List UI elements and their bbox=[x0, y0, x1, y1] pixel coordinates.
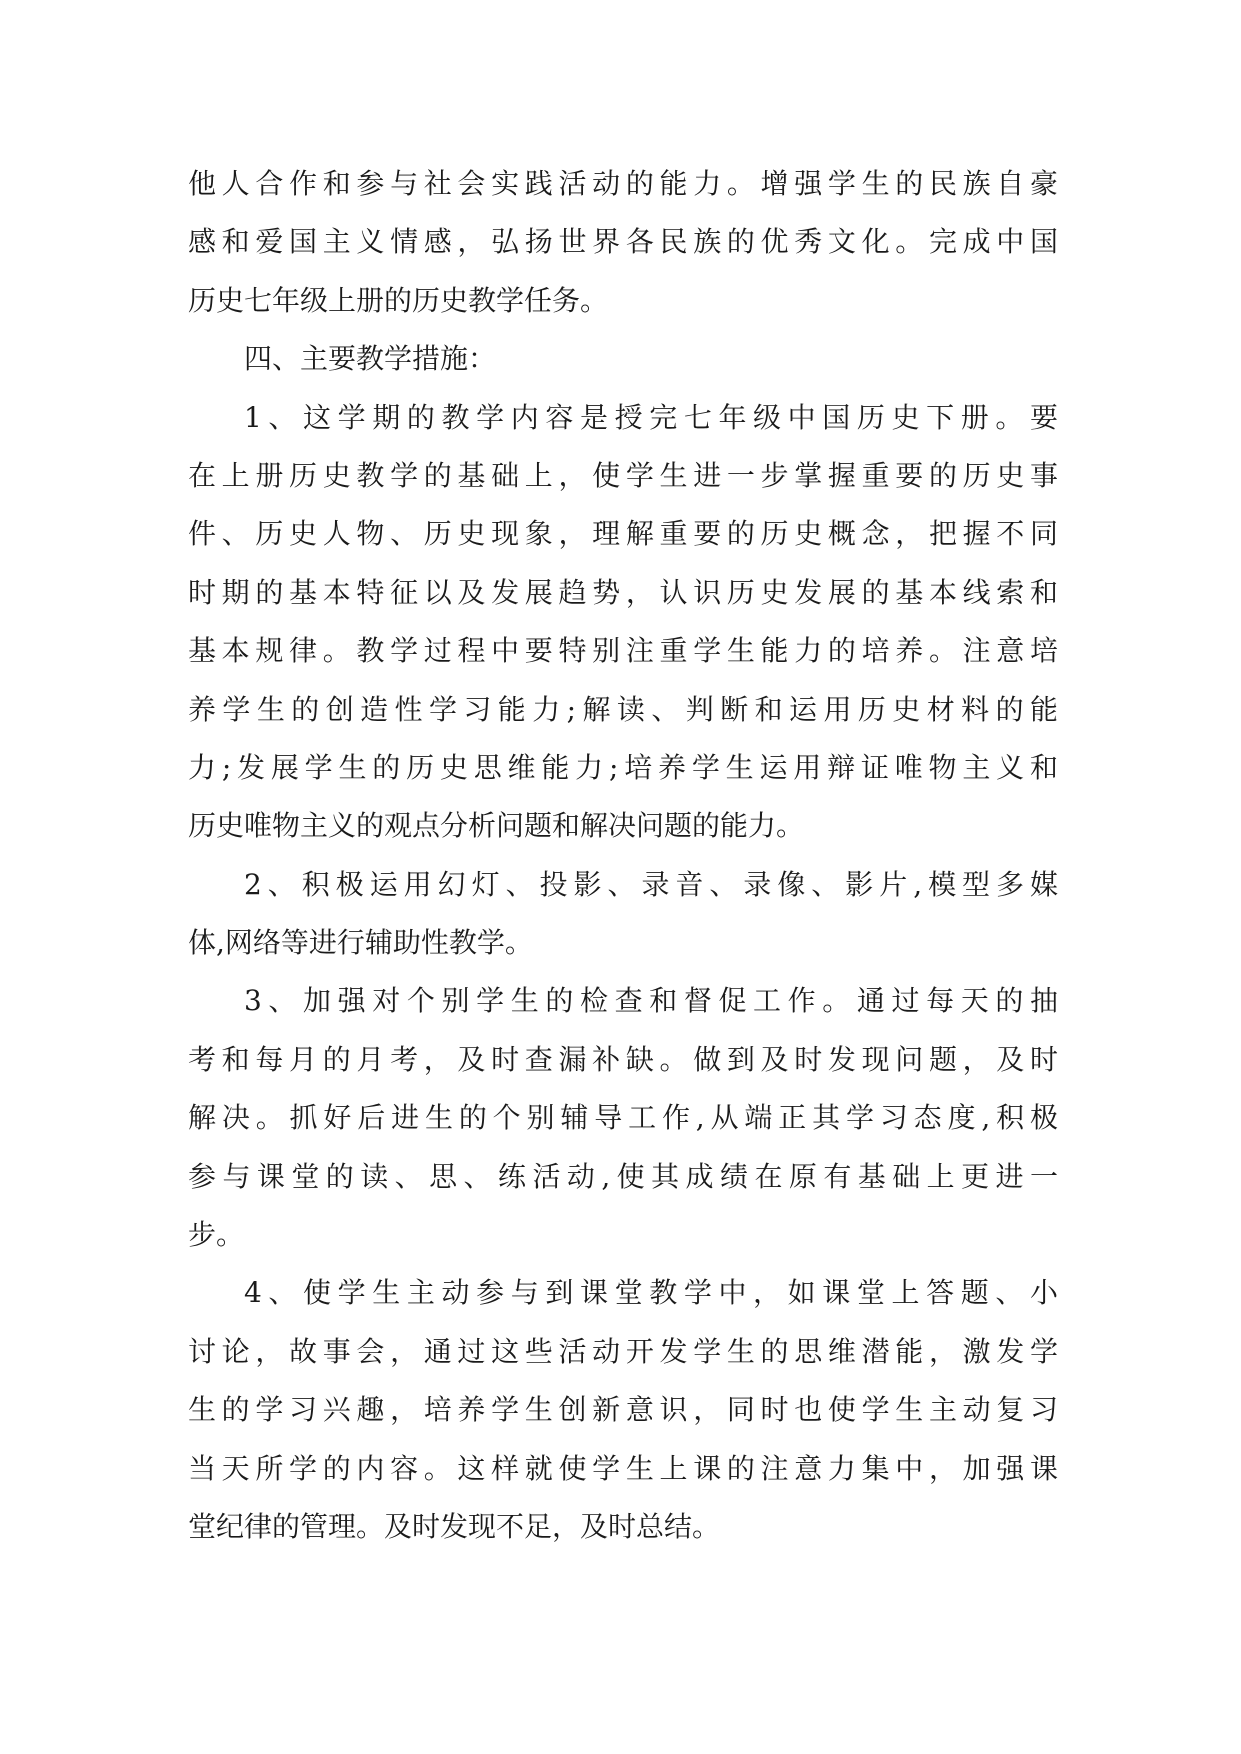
text-line: 在上册历史教学的基础上，使学生进一步掌握重要的历史事 bbox=[188, 458, 1058, 492]
text-line: 体,网络等进行辅助性教学。 bbox=[188, 926, 533, 960]
text-line: 讨论，故事会，通过这些活动开发学生的思维潜能，激发学 bbox=[188, 1334, 1058, 1368]
section-heading-main-measures bbox=[188, 330, 1058, 388]
text-line: 件、历史人物、历史现象，理解重要的历史概念，把握不同 bbox=[188, 517, 1058, 551]
text-line: 考和每月的月考，及时查漏补缺。做到及时发现问题，及时 bbox=[188, 1042, 1058, 1076]
text-line: 3、加强对个别学生的检查和督促工作。通过每天的抽 bbox=[244, 984, 1058, 1018]
text-line: 养学生的创造性学习能力;解读、判断和运用历史材料的能 bbox=[188, 692, 1058, 726]
text-line: 生的学习兴趣，培养学生创新意识，同时也使学生主动复习 bbox=[188, 1393, 1058, 1427]
text-line: 解决。抓好后进生的个别辅导工作,从端正其学习态度,积极 bbox=[188, 1101, 1058, 1135]
text-line: 他人合作和参与社会实践活动的能力。增强学生的民族自豪 bbox=[188, 167, 1058, 200]
text-line: 2、积极运用幻灯、投影、录音、录像、影片,模型多媒 bbox=[244, 867, 1058, 901]
text-line: 4、使学生主动参与到课堂教学中，如课堂上答题、小 bbox=[244, 1276, 1058, 1310]
text-line: 感和爱国主义情感，弘扬世界各民族的优秀文化。完成中国 bbox=[188, 225, 1058, 259]
paragraph-measure-1 bbox=[188, 389, 1058, 856]
text-line: 参与课堂的读、思、练活动,使其成绩在原有基础上更进一 bbox=[188, 1159, 1058, 1193]
paragraph-measure-2 bbox=[188, 856, 1058, 973]
paragraph-measure-4 bbox=[188, 1264, 1058, 1556]
paragraph-measure-3 bbox=[188, 972, 1058, 1264]
text-line: 堂纪律的管理。及时发现不足，及时总结。 bbox=[188, 1509, 721, 1543]
text-line: 基本规律。教学过程中要特别注重学生能力的培养。注意培 bbox=[188, 634, 1058, 668]
text-line: 历史七年级上册的历史教学任务。 bbox=[188, 283, 609, 317]
text-line: 1、这学期的教学内容是授完七年级中国历史下册。要 bbox=[244, 400, 1058, 434]
text-line: 历史唯物主义的观点分析问题和解决问题的能力。 bbox=[188, 809, 805, 843]
text-line: 步。 bbox=[188, 1218, 245, 1252]
paragraph-objectives-continued bbox=[188, 155, 1058, 330]
document-body bbox=[188, 155, 1058, 1556]
text-line: 力;发展学生的历史思维能力;培养学生运用辩证唯物主义和 bbox=[188, 750, 1058, 784]
section-heading: 四、主要教学措施： bbox=[244, 342, 497, 376]
text-line: 当天所学的内容。这样就使学生上课的注意力集中，加强课 bbox=[188, 1451, 1058, 1485]
text-line: 时期的基本特征以及发展趋势，认识历史发展的基本线索和 bbox=[188, 575, 1058, 609]
